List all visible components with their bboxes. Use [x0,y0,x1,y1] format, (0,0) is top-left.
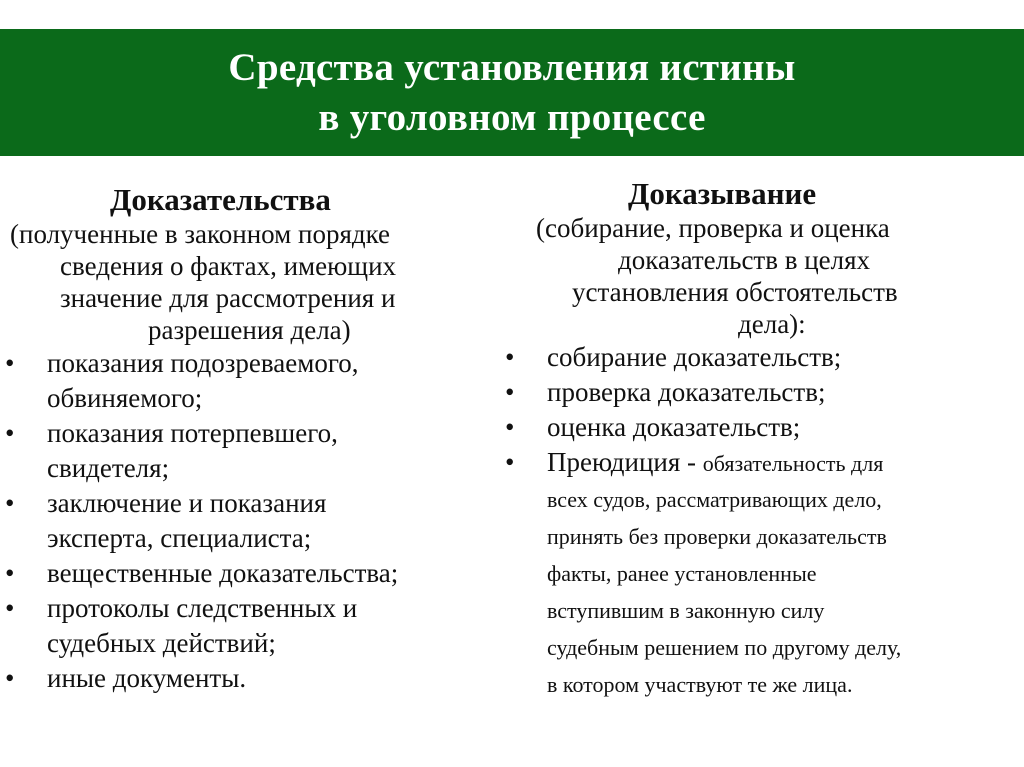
prejudice-text: обязательность для [702,451,884,476]
prejudice-line: вступившим в законную силу [547,598,825,623]
prejudice-line: принять без проверки доказательств [547,524,887,549]
evidence-column [0,176,510,696]
list-item [500,340,1024,375]
list-item [0,416,510,486]
list-item-line: проверка доказательств; [547,377,826,407]
list-item [500,375,1024,410]
bullet-icon: • [5,488,15,518]
bullet-icon: • [505,447,515,477]
bullet-icon: • [5,418,15,448]
list-item [0,556,510,591]
list-item-line: протоколы следственных и [47,593,358,623]
bullet-icon: • [5,663,15,693]
prejudice-term: Преюдиция - [547,447,697,477]
proving-list [500,340,1024,703]
prejudice-line: в котором участвуют те же лица. [547,672,853,697]
list-item-line: оценка доказательств; [547,412,801,442]
title-banner [0,29,1024,156]
bullet-icon: • [5,558,15,588]
prejudice-first-line [500,445,1024,481]
list-item-line: эксперта, специалиста; [47,523,312,553]
list-item-line: судебных действий; [47,628,276,658]
prejudice-line: всех судов, рассматривающих дело, [547,487,882,512]
evidence-list [0,346,510,696]
list-item-line: собирание доказательств; [547,342,842,372]
prejudice-item [500,445,1024,703]
list-item [0,661,510,696]
title-line-1: Средства установления истины [228,45,796,89]
proving-desc-line: дела): [738,309,806,339]
proving-desc-line: установления обстоятельств [572,277,898,307]
bullet-icon: • [505,377,515,407]
proving-heading: Доказывание [628,176,817,211]
proving-desc-line: доказательств в целях [618,245,871,275]
list-item-line: показания подозреваемого, [47,348,359,378]
list-item-line: заключение и показания [47,488,327,518]
list-item [500,410,1024,445]
evidence-desc-line: разрешения дела) [148,315,351,345]
list-item-line: вещественные доказательства; [47,558,399,588]
list-item-line: иные документы. [47,663,247,693]
prejudice-line: судебным решением по другому делу, [547,635,902,660]
list-item-line: показания потерпевшего, [47,418,338,448]
evidence-desc-line: значение для рассмотрения и [60,283,396,313]
evidence-desc-line: (полученные в законном порядке [10,219,391,249]
proving-column [500,176,1024,703]
list-item [0,346,510,416]
title-line-2: в уголовном процессе [318,95,706,139]
list-item-line: обвиняемого; [47,383,203,413]
bullet-icon: • [505,412,515,442]
list-item [0,486,510,556]
bullet-icon: • [5,593,15,623]
prejudice-line: факты, ранее установленные [547,561,817,586]
proving-desc-line: (собирание, проверка и оценка [536,213,890,243]
list-item [0,591,510,661]
proving-description [500,212,1024,340]
evidence-description [0,218,510,346]
list-item-line: свидетеля; [47,453,170,483]
evidence-heading: Доказательства [110,182,331,217]
evidence-desc-line: сведения о фактах, имеющих [60,251,397,281]
bullet-icon: • [505,342,515,372]
bullet-icon: • [5,348,15,378]
